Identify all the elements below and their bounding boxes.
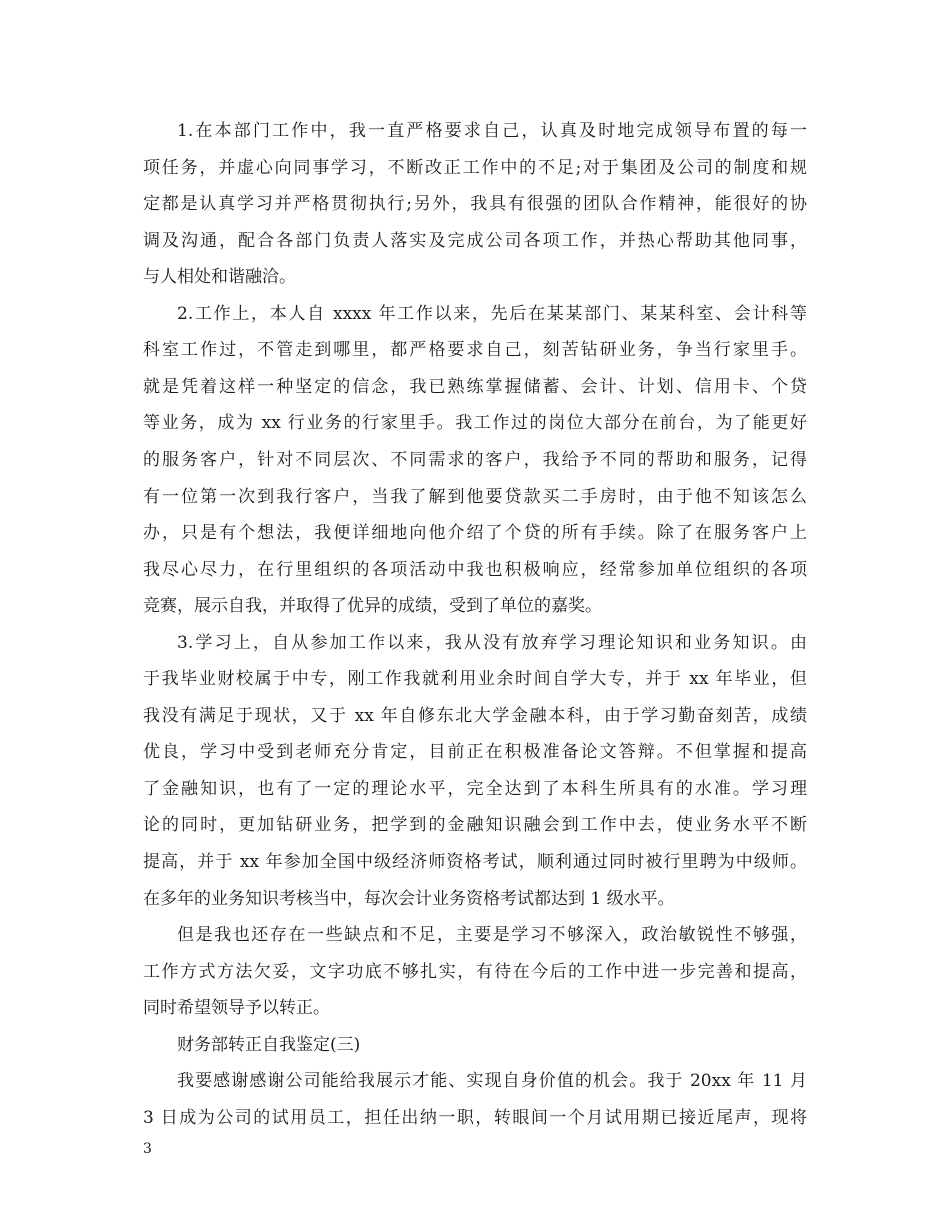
text-line: 提高，并于 xx 年参加全国中级经济师资格考试，顺利通过同时被行里聘为中级师。 bbox=[143, 852, 807, 872]
text-line: 于我毕业财校属于中专，刚工作我就利用业余时间自学大专，并于 xx 年毕业，但 bbox=[143, 669, 807, 690]
page-number: 3 bbox=[143, 1141, 152, 1157]
text-line: 财务部转正自我鉴定(三) bbox=[177, 1034, 361, 1055]
text-line: 3 日成为公司的试用员工，担任出纳一职，转眼间一个月试用期已接近尾声，现将 bbox=[143, 1107, 807, 1128]
text-line: 就是凭着这样一种坚定的信念，我已熟练掌握储蓄、会计、计划、信用卡、个贷 bbox=[143, 376, 807, 397]
text-line: 定都是认真学习并严格贯彻执行;另外，我具有很强的团队合作精神，能很好的协 bbox=[143, 194, 807, 215]
text-line: 调及沟通，配合各部门负责人落实及完成公司各项工作，并热心帮助其他同事， bbox=[143, 230, 807, 251]
text-line: 论的同时，更加钻研业务，把学到的金融知识融会到工作中去，使业务水平不断 bbox=[143, 815, 807, 836]
text-line: 办，只是有个想法，我便详细地向他介绍了个贷的所有手续。除了在服务客户上 bbox=[143, 523, 807, 543]
text-line: 项任务，并虚心向同事学习，不断改正工作中的不足;对于集团及公司的制度和规 bbox=[143, 157, 807, 178]
text-line: 有一位第一次到我行客户，当我了解到他要贷款买二手房时，由于他不知该怎么 bbox=[143, 486, 807, 507]
text-line: 1.在本部门工作中，我一直严格要求自己，认真及时地完成领导布置的每一 bbox=[177, 121, 807, 141]
text-line: 3.学习上，自从参加工作以来，我从没有放弃学习理论知识和业务知识。由 bbox=[177, 632, 807, 653]
text-line: 科室工作过，不管走到哪里，都严格要求自己，刻苦钻研业务，争当行家里手。 bbox=[143, 340, 807, 361]
text-line: 我尽心尽力，在行里组织的各项活动中我也积极响应，经常参加单位组织的各项 bbox=[143, 559, 807, 580]
text-line: 同时希望领导予以转正。 bbox=[143, 998, 330, 1019]
text-line: 了金融知识，也有了一定的理论水平，完全达到了本科生所具有的水准。学习理 bbox=[143, 778, 807, 799]
text-line: 工作方式方法欠妥，文字功底不够扎实，有待在今后的工作中进一步完善和提高， bbox=[143, 961, 807, 982]
text-line: 的服务客户，针对不同层次、不同需求的客户，我给予不同的帮助和服务，记得 bbox=[143, 449, 807, 470]
text-line: 优良，学习中受到老师充分肯定，目前正在积极准备论文答辩。不但掌握和提高 bbox=[143, 742, 807, 763]
text-line: 在多年的业务知识考核当中，每次会计业务资格考试都达到 1 级水平。 bbox=[143, 888, 675, 909]
text-line: 2.工作上，本人自 xxxx 年工作以来，先后在某某部门、某某科室、会计科等 bbox=[177, 303, 807, 324]
text-line: 竞赛，展示自我，并取得了优异的成绩，受到了单位的嘉奖。 bbox=[143, 596, 602, 617]
text-line: 但是我也还存在一些缺点和不足，主要是学习不够深入，政治敏锐性不够强， bbox=[177, 925, 807, 946]
text-line: 等业务，成为 xx 行业务的行家里手。我工作过的岗位大部分在前台，为了能更好 bbox=[143, 413, 807, 434]
text-line: 我没有满足于现状，又于 xx 年自修东北大学金融本科，由于学习勤奋刻苦，成绩 bbox=[143, 705, 807, 726]
text-line: 我要感谢感谢公司能给我展示才能、实现自身价值的机会。我于 20xx 年 11 月 bbox=[177, 1071, 807, 1092]
text-line: 与人相处和谐融洽。 bbox=[143, 267, 296, 288]
